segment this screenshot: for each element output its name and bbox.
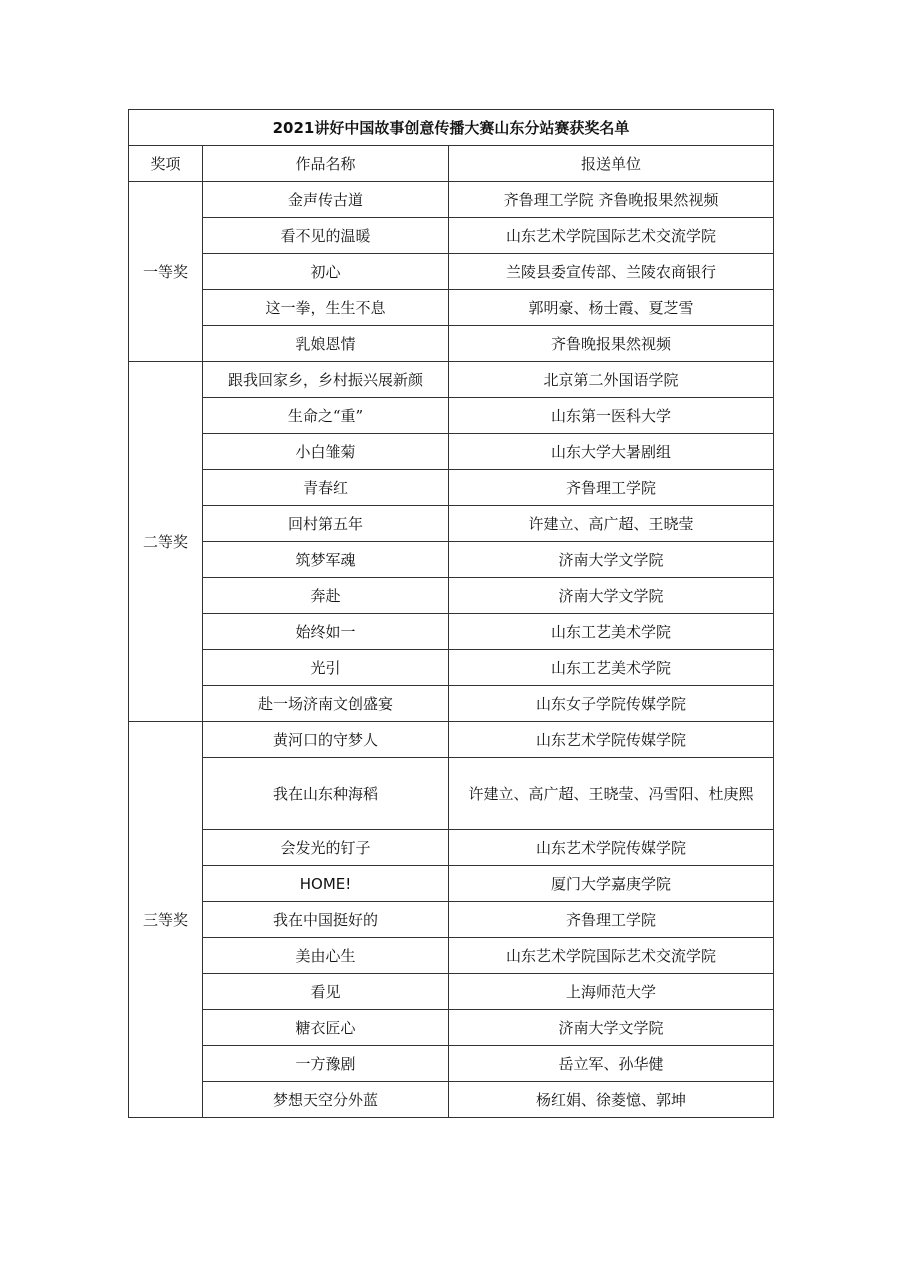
submitting-unit: 山东艺术学院传媒学院 xyxy=(449,722,774,758)
award-level: 三等奖 xyxy=(129,722,203,1118)
table-row xyxy=(129,326,774,362)
work-title: 这一拳，生生不息 xyxy=(203,290,449,326)
table-row xyxy=(129,506,774,542)
table-row xyxy=(129,1010,774,1046)
table-row xyxy=(129,542,774,578)
work-title: 梦想天空分外蓝 xyxy=(203,1082,449,1118)
work-title: 看见 xyxy=(203,974,449,1010)
work-title: 糖衣匠心 xyxy=(203,1010,449,1046)
work-title: 看不见的温暖 xyxy=(203,218,449,254)
table-row xyxy=(129,362,774,398)
work-title: 一方豫剧 xyxy=(203,1046,449,1082)
submitting-unit: 齐鲁理工学院 xyxy=(449,470,774,506)
submitting-unit: 厦门大学嘉庚学院 xyxy=(449,866,774,902)
work-title: 会发光的钉子 xyxy=(203,830,449,866)
submitting-unit: 山东艺术学院传媒学院 xyxy=(449,830,774,866)
award-level: 二等奖 xyxy=(129,362,203,722)
table-row xyxy=(129,866,774,902)
table-row xyxy=(129,398,774,434)
submitting-unit: 许建立、高广超、王晓莹 xyxy=(449,506,774,542)
submitting-unit: 兰陵县委宣传部、兰陵农商银行 xyxy=(449,254,774,290)
table-row xyxy=(129,578,774,614)
title-row xyxy=(129,110,774,146)
work-title: 奔赴 xyxy=(203,578,449,614)
submitting-unit: 齐鲁理工学院 齐鲁晚报果然视频 xyxy=(449,182,774,218)
awards-table xyxy=(128,109,774,1118)
submitting-unit: 岳立军、孙华健 xyxy=(449,1046,774,1082)
work-title: 小白雏菊 xyxy=(203,434,449,470)
table-row xyxy=(129,902,774,938)
header-row xyxy=(129,146,774,182)
submitting-unit: 山东工艺美术学院 xyxy=(449,650,774,686)
submitting-unit: 山东艺术学院国际艺术交流学院 xyxy=(449,938,774,974)
work-title: HOME! xyxy=(203,866,449,902)
table-row xyxy=(129,722,774,758)
work-title: 我在山东种海稻 xyxy=(203,758,449,830)
submitting-unit: 山东大学大暑剧组 xyxy=(449,434,774,470)
table-row xyxy=(129,290,774,326)
table-row xyxy=(129,614,774,650)
table-row xyxy=(129,470,774,506)
submitting-unit: 许建立、高广超、王晓莹、冯雪阳、杜庚熙 xyxy=(449,758,774,830)
work-title: 回村第五年 xyxy=(203,506,449,542)
work-title: 青春红 xyxy=(203,470,449,506)
work-title: 光引 xyxy=(203,650,449,686)
header-work: 作品名称 xyxy=(203,146,449,182)
table-row xyxy=(129,686,774,722)
submitting-unit: 杨红娟、徐菱憶、郭坤 xyxy=(449,1082,774,1118)
submitting-unit: 山东第一医科大学 xyxy=(449,398,774,434)
award-level: 一等奖 xyxy=(129,182,203,362)
submitting-unit: 北京第二外国语学院 xyxy=(449,362,774,398)
work-title: 黄河口的守梦人 xyxy=(203,722,449,758)
work-title: 生命之“重” xyxy=(203,398,449,434)
awards-table-body xyxy=(129,110,774,1118)
work-title: 我在中国挺好的 xyxy=(203,902,449,938)
submitting-unit: 济南大学文学院 xyxy=(449,1010,774,1046)
submitting-unit: 济南大学文学院 xyxy=(449,542,774,578)
submitting-unit: 郭明豪、杨士霞、夏芝雪 xyxy=(449,290,774,326)
table-row xyxy=(129,218,774,254)
table-row xyxy=(129,254,774,290)
work-title: 初心 xyxy=(203,254,449,290)
submitting-unit: 上海师范大学 xyxy=(449,974,774,1010)
work-title: 跟我回家乡，乡村振兴展新颜 xyxy=(203,362,449,398)
submitting-unit: 济南大学文学院 xyxy=(449,578,774,614)
table-row xyxy=(129,434,774,470)
work-title: 金声传古道 xyxy=(203,182,449,218)
header-unit: 报送单位 xyxy=(449,146,774,182)
table-row xyxy=(129,938,774,974)
submitting-unit: 山东艺术学院国际艺术交流学院 xyxy=(449,218,774,254)
submitting-unit: 山东女子学院传媒学院 xyxy=(449,686,774,722)
work-title: 始终如一 xyxy=(203,614,449,650)
table-row xyxy=(129,182,774,218)
table-row xyxy=(129,1046,774,1082)
submitting-unit: 山东工艺美术学院 xyxy=(449,614,774,650)
submitting-unit: 齐鲁理工学院 xyxy=(449,902,774,938)
work-title: 乳娘恩情 xyxy=(203,326,449,362)
header-award: 奖项 xyxy=(129,146,203,182)
table-row xyxy=(129,758,774,830)
submitting-unit: 齐鲁晚报果然视频 xyxy=(449,326,774,362)
table-row xyxy=(129,1082,774,1118)
work-title: 美由心生 xyxy=(203,938,449,974)
work-title: 筑梦军魂 xyxy=(203,542,449,578)
table-row xyxy=(129,830,774,866)
table-title: 2021讲好中国故事创意传播大赛山东分站赛获奖名单 xyxy=(129,110,774,146)
table-row xyxy=(129,974,774,1010)
table-row xyxy=(129,650,774,686)
work-title: 赴一场济南文创盛宴 xyxy=(203,686,449,722)
